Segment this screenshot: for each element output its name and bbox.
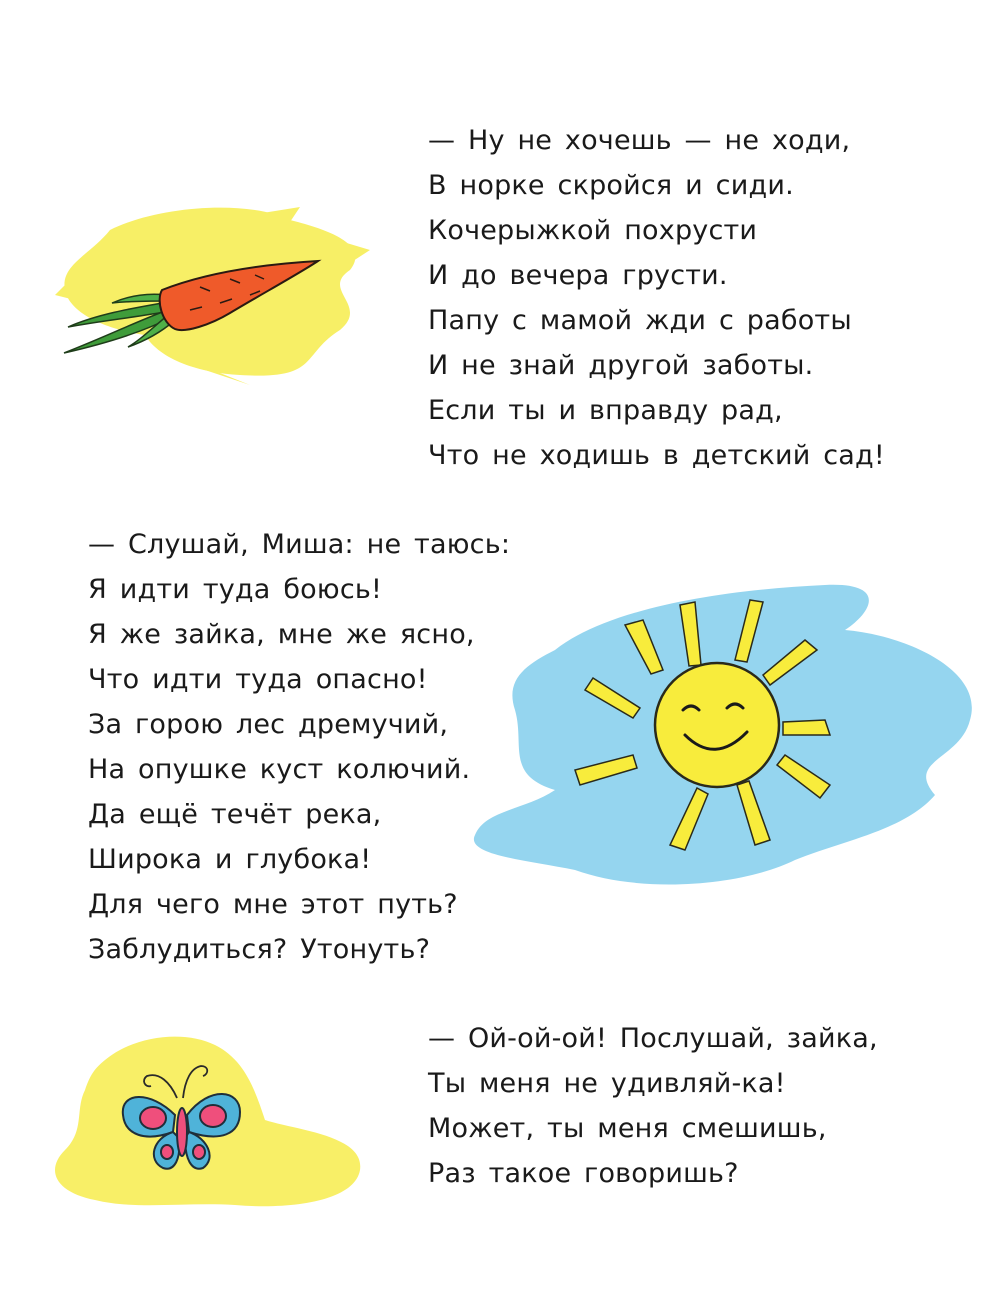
verse-line: В норке скройся и сиди. [428, 170, 794, 201]
stanza-2 [88, 522, 510, 972]
verse-line: Может, ты меня смешишь, [428, 1113, 827, 1144]
verse-line: — Слушай, Миша: не таюсь: [88, 529, 511, 560]
verse-line: Да ещё течёт река, [88, 799, 382, 830]
verse-line: Что не ходишь в детский сад! [428, 440, 885, 471]
verse-line: Заблудиться? Утонуть? [88, 934, 431, 965]
verse-line: Для чего мне этот путь? [88, 889, 458, 920]
butterfly-icon [35, 1020, 370, 1220]
verse-line: Я идти туда боюсь! [88, 574, 382, 605]
verse-line: На опушке куст колючий. [88, 754, 471, 785]
verse-line: За горою лес дремучий, [88, 709, 449, 740]
verse-line: Если ты и вправду рад, [428, 395, 783, 426]
verse-line: Папу с мамой жди с работы [428, 305, 852, 336]
verse-line: Что идти туда опасно! [88, 664, 428, 695]
verse-line: Я же зайка, мне же ясно, [88, 619, 475, 650]
smiling-sun-icon [465, 570, 985, 905]
verse-line: — Ну не хочешь — не ходи, [428, 125, 851, 156]
verse-line: Широка и глубока! [88, 844, 372, 875]
stanza-3 [428, 1016, 878, 1196]
verse-line: Кочерыжкой похрусти [428, 215, 758, 246]
verse-line: И не знай другой заботы. [428, 350, 814, 381]
stanza-1 [428, 118, 885, 478]
verse-line: — Ой-ой-ой! Послушай, зайка, [428, 1023, 878, 1054]
verse-line: Ты меня не удивляй-ка! [428, 1068, 786, 1099]
carrot-icon [50, 195, 380, 395]
verse-line: И до вечера грусти. [428, 260, 728, 291]
sun-face [655, 663, 779, 787]
verse-line: Раз такое говоришь? [428, 1158, 739, 1189]
